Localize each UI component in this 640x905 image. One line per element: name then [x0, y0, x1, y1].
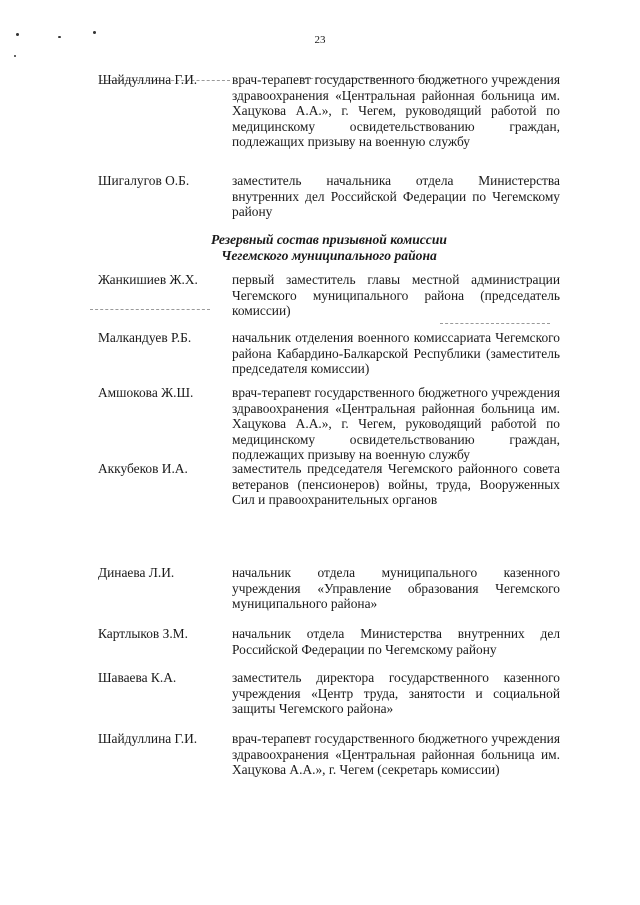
member-name: Шайдуллина Г.И. [98, 72, 198, 87]
member-role: врач-терапевт государственного бюджетного учреждения здравоохранения «Центральная районная больница им. Хацукова А.А.», г. Чегем (секретарь комиссии) [232, 731, 560, 778]
reserve-member-entry [98, 626, 560, 657]
member-entry [98, 173, 560, 220]
member-role: заместитель начальника отдела Министерства внутренних дел Российской Федерации по Чегемскому району [232, 173, 560, 220]
reserve-member-entry [98, 330, 560, 377]
member-name: Малкандуев Р.Б. [98, 330, 192, 345]
member-role: заместитель председателя Чегемского районного совета ветеранов (пенсионеров) войны, труда, Вооруженных Сил и правоохранительных органов [232, 461, 560, 508]
section-heading [98, 232, 560, 263]
section-heading-line: Чегемского муниципального района [221, 247, 437, 263]
member-role: первый заместитель главы местной администрации Чегемского муниципального района (председатель комиссии) [232, 272, 560, 319]
page-number: 23 [314, 34, 326, 46]
member-name: Жанкишиев Ж.Х. [98, 272, 198, 287]
member-name: Аккубеков И.А. [98, 461, 188, 476]
member-role: начальник отдела Министерства внутренних дел Российской Федерации по Чегемскому району [232, 626, 560, 657]
member-role: начальник отделения военного комиссариата Чегемского района Кабардино-Балкарской Республики (заместитель председателя комиссии) [232, 330, 560, 377]
member-name: Шигалугов О.Б. [98, 173, 190, 188]
member-role: заместитель директора государственного казенного учреждения «Центр труда, занятости и социальной защиты Чегемского района» [232, 670, 560, 717]
reserve-member-entry [98, 731, 560, 778]
reserve-member-entry [98, 385, 560, 463]
section-heading-line: Резервный состав призывной комиссии [211, 232, 447, 247]
reserve-member-entry [98, 565, 560, 612]
member-name: Шаваева К.А. [98, 670, 177, 685]
member-name: Шайдуллина Г.И. [98, 731, 198, 746]
reserve-member-entry [98, 272, 560, 319]
member-name: Амшокова Ж.Ш. [98, 385, 194, 400]
reserve-member-entry [98, 461, 560, 508]
scan-artifact-line [440, 323, 550, 324]
member-role: врач-терапевт государственного бюджетного учреждения здравоохранения «Центральная районная больница им. Хацукова А.А.», г. Чегем, руководящий работой по медицинскому освидетельствованию граждан, подлежащих призыву на военную службу [232, 385, 560, 463]
member-role: врач-терапевт государственного бюджетного учреждения здравоохранения «Центральная районная больница им. Хацукова А.А.», г. Чегем, руководящий работой по медицинскому освидетельствованию граждан, подлежащих призыву на военную службу [232, 72, 560, 150]
member-entry [98, 72, 560, 150]
member-role: начальник отдела муниципального казенного учреждения «Управление образования Чегемского муниципального района» [232, 565, 560, 612]
member-name: Картлыков З.М. [98, 626, 188, 641]
member-name: Динаева Л.И. [98, 565, 175, 580]
scan-speck [14, 55, 16, 57]
reserve-member-entry [98, 670, 560, 717]
